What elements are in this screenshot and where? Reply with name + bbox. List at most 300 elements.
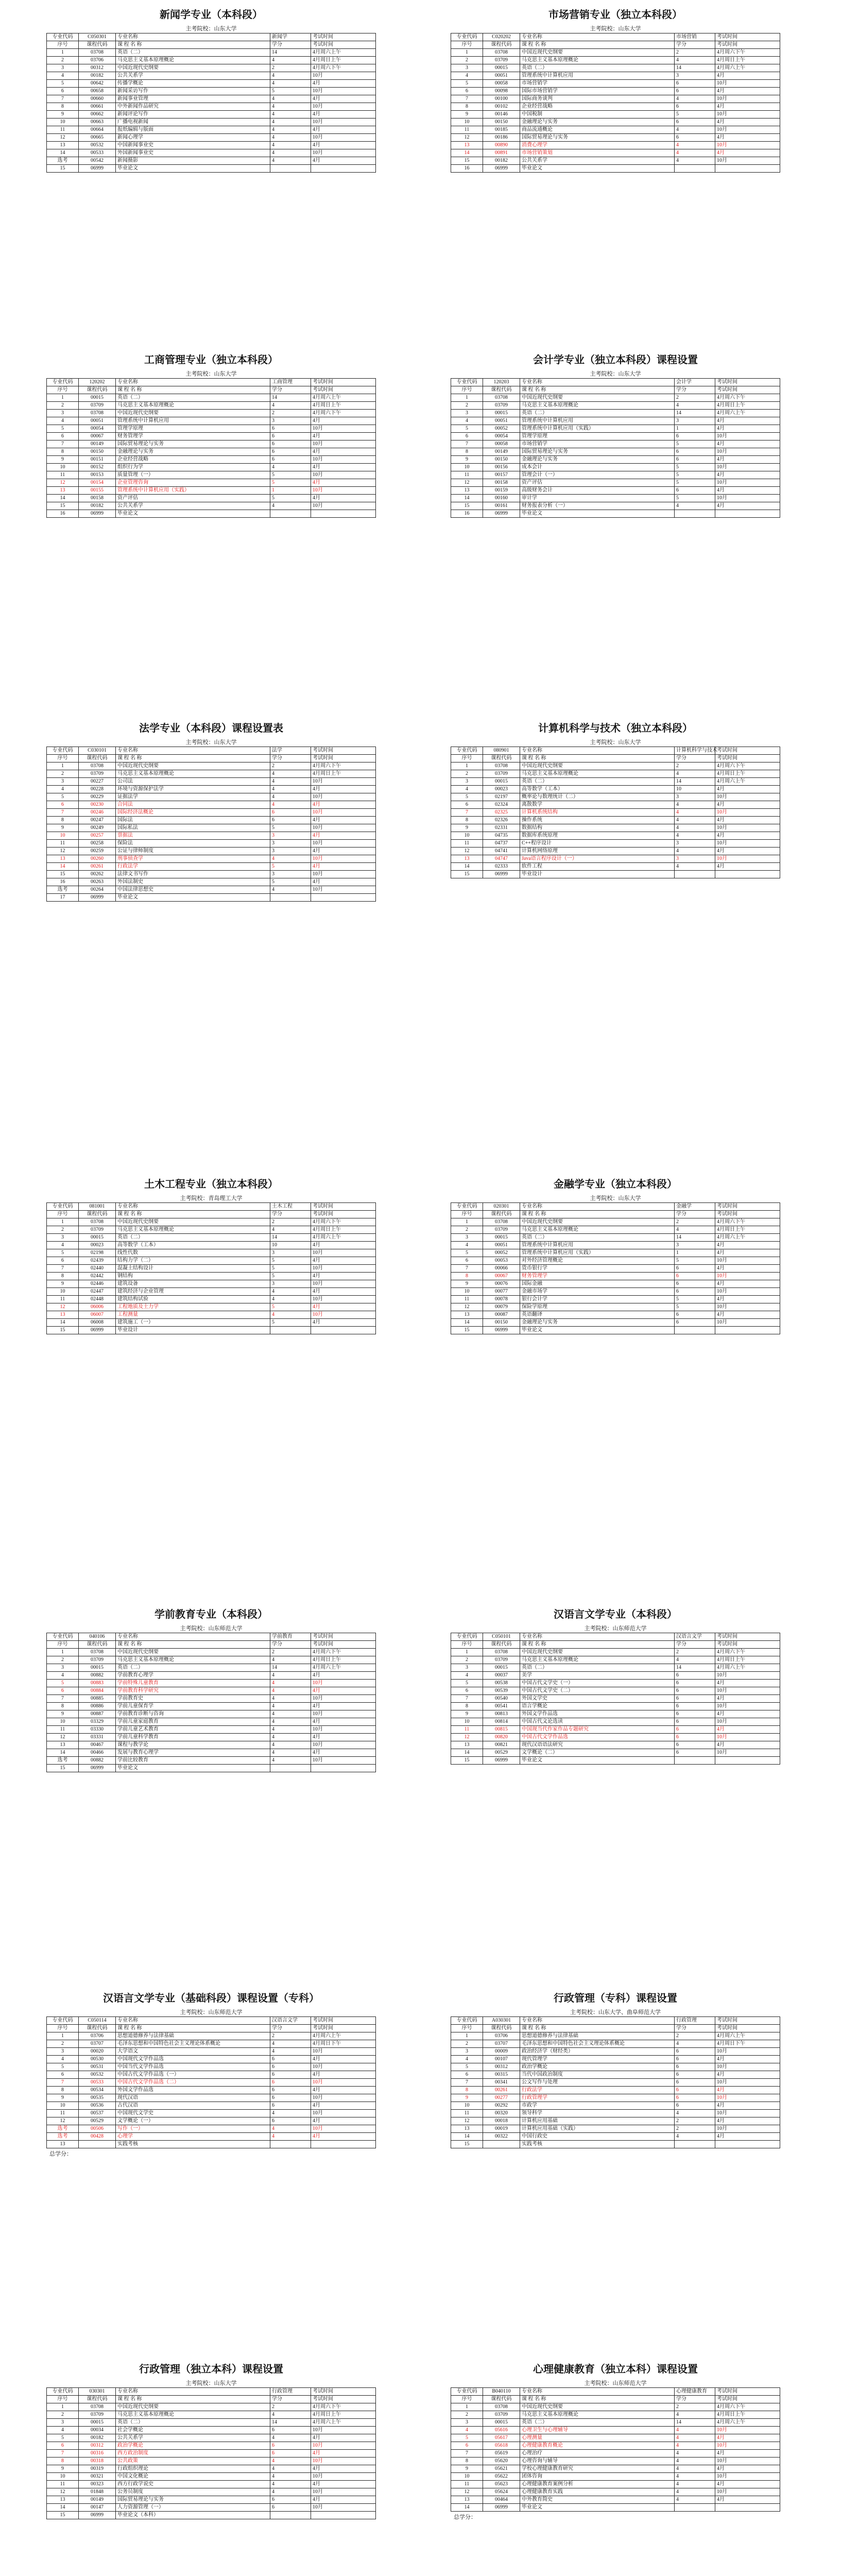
table-cell: 11 [451,1296,483,1303]
table-row [451,863,780,871]
table-row [451,2488,780,2496]
table-cell: 4 [47,2056,79,2063]
table-cell: 14 [47,2504,79,2512]
table-cell: 中国新闻事业史 [116,142,270,149]
table-cell: 学分 [675,1211,715,1218]
table-cell: 03708 [483,49,520,57]
table-cell: 02446 [79,1280,116,1288]
table-cell: 6 [675,2063,715,2071]
table-row [451,88,780,95]
table-cell: 6 [675,103,715,111]
table-cell: 00642 [79,80,116,88]
table-cell: 4 [270,2458,311,2465]
table-cell: 实践考核 [520,2141,675,2148]
table-cell: 课程代码 [483,2025,520,2032]
table-cell: 14 [451,495,483,502]
table-cell: 4月周六下午 [715,394,780,402]
table-cell: 10月 [311,1726,376,1734]
table-cell: 6 [451,1687,483,1695]
table-cell: 4月 [715,425,780,433]
table-cell: 3 [270,417,311,425]
table-cell: 05624 [483,2488,520,2496]
table-row [451,165,780,173]
table-row [451,425,780,433]
table-cell: 10月 [715,1288,780,1296]
table-cell: 6 [270,2450,311,2458]
table-cell: 10月 [715,157,780,165]
table-cell: 4月周六上午 [715,2419,780,2427]
table-row [451,1633,780,1641]
table-cell: 10月 [715,95,780,103]
table-row [451,64,780,72]
table-cell: 00023 [79,1242,116,1249]
table-cell: 03708 [79,49,116,57]
table-cell: 4月 [311,786,376,793]
table-cell: 5 [47,793,79,801]
table-cell: 外国法制史 [116,878,270,886]
table-cell: 公司法 [116,778,270,786]
table-row [451,778,780,786]
table-cell: 2 [675,2032,715,2040]
table-cell: 6 [451,433,483,440]
table-cell: 03708 [483,1649,520,1656]
table-cell: 13 [47,1741,79,1749]
table-cell: 11 [451,471,483,479]
table-cell: 管理系统中计算机应用 [116,417,270,425]
table-cell: 10月 [311,2063,376,2071]
table-cell: 4 [270,1680,311,1687]
table-row [451,2087,780,2094]
table-cell: 1 [675,425,715,433]
table-cell: 操作系统 [520,817,675,824]
table-cell: 00053 [483,1257,520,1265]
table-cell: 10月 [715,2442,780,2450]
table-cell: 6 [270,425,311,433]
table-cell: 6 [270,2079,311,2087]
table-cell: 00665 [79,134,116,142]
table-cell: 4 [47,72,79,80]
table-cell: 00015 [79,2419,116,2427]
table-cell: 05616 [483,2427,520,2434]
table-cell: 10月 [311,2427,376,2434]
table-cell: 学分 [270,755,311,762]
table-cell: 05620 [483,2458,520,2465]
table-cell: 4月 [311,80,376,88]
table-row [47,1695,376,1703]
panel [46,5,376,173]
table-row [451,2117,780,2125]
table-cell: 10月 [715,2063,780,2071]
table-cell: 00531 [79,2063,116,2071]
table-cell: 国际贸易理论与实务 [116,2496,270,2504]
table-cell: 6 [270,2117,311,2125]
table-row [47,770,376,778]
table-cell: 课程代码 [483,386,520,394]
table-cell: 06999 [79,510,116,518]
table-cell: 3 [675,417,715,425]
table-cell: 文学概论（一） [116,2117,270,2125]
table-cell: 6 [675,1710,715,1718]
table-cell: 心理卫生与心理辅导 [520,2427,675,2434]
table-cell: 4月 [715,1741,780,1749]
table-cell: 中国近现代史纲要 [520,762,675,770]
table-cell: 市场营销 [675,33,715,41]
table-row [451,1211,780,1218]
table-row [47,1741,376,1749]
table-cell: 00054 [79,425,116,433]
table-row [47,433,376,440]
table-cell: 考试时间 [311,2388,376,2396]
table-cell: 10月 [311,1249,376,1257]
table-cell: 金融理论与实务 [116,448,270,456]
panel-title: 工商管理专业（独立本科段） [144,354,278,366]
table-row [451,440,780,448]
table-cell: 00246 [79,809,116,817]
table-row [47,41,376,49]
table-cell: 2 [270,2032,311,2040]
table-cell [270,1327,311,1334]
table-cell: 4 [675,57,715,64]
table-cell: 中国近现代史纲要 [116,1218,270,1226]
table-cell: 货币银行学 [520,1265,675,1273]
table-cell: 10月 [715,2427,780,2434]
table-cell: 10 [47,118,79,126]
table-cell: 5 [675,464,715,471]
table-cell: 13 [451,1741,483,1749]
table-cell: 6 [675,2071,715,2079]
table-cell: 6 [47,1257,79,1265]
table-cell: 6 [270,2094,311,2102]
curriculum-table [451,2387,780,2512]
panel-subtitle: 主考院校：山东大学、曲阜师范大学 [570,2009,661,2015]
table-cell: 2 [675,1218,715,1226]
table-cell: 4 [675,402,715,410]
table-row [451,1311,780,1319]
table-cell: 03709 [483,770,520,778]
table-cell: 工商管理 [270,379,311,386]
table-cell: 4月 [311,863,376,871]
table-cell: 00529 [79,2117,116,2125]
curriculum-table [46,747,376,902]
table-cell: 00182 [79,72,116,80]
table-cell: 4 [270,1726,311,1734]
table-cell: 课程代码 [79,1211,116,1218]
table-cell: 企业经营战略 [116,456,270,464]
table-cell: 6 [675,456,715,464]
table-cell: 14 [270,394,311,402]
panel [451,5,780,173]
table-cell: 考试时间 [311,2396,376,2403]
table-row [47,118,376,126]
table-cell: 14 [675,2419,715,2427]
table-cell: 专业名称 [520,2017,675,2025]
table-cell: 管理系统中计算机应用 [520,417,675,425]
table-cell: 质量管理（一） [116,471,270,479]
table-cell: 9 [451,2094,483,2102]
table-cell: 00540 [483,1695,520,1703]
table-cell: 4月周日上午 [311,2411,376,2419]
table-cell: 17 [47,894,79,902]
table-cell: 10月 [715,1718,780,1726]
table-cell: 10月 [311,840,376,848]
table-cell: 00428 [79,2133,116,2141]
table-cell: 10月 [311,2094,376,2102]
table-cell: 中国近现代史纲要 [116,1649,270,1656]
table-cell: 考试时间 [715,2396,780,2403]
table-cell: 00261 [79,863,116,871]
table-cell: 考试时间 [311,2017,376,2025]
table-cell: 3 [451,2419,483,2427]
table-cell: 公共政策 [116,2458,270,2465]
table-cell: 05621 [483,2465,520,2473]
table-cell: 6 [675,1319,715,1327]
table-cell: 2 [47,2411,79,2419]
table-cell: 序号 [47,1211,79,1218]
panel-title: 心理健康教育（独立本科）课程设置 [533,2364,698,2375]
table-cell: 4月 [715,502,780,510]
table-cell: 专业名称 [520,2388,675,2396]
table-cell: 3 [270,840,311,848]
table-cell: 4 [675,126,715,134]
table-row [451,2496,780,2504]
table-cell: 课 程 名 称 [520,2396,675,2403]
table-cell: 4 [675,2488,715,2496]
table-cell: 中国近现代史纲要 [520,1218,675,1226]
table-cell: 课程代码 [483,1641,520,1649]
table-row [451,855,780,863]
table-cell: 4月周日上午 [715,402,780,410]
table-cell: 4月周六上午 [311,49,376,57]
table-cell: 序号 [451,755,483,762]
table-cell: 4月 [311,2434,376,2442]
table-cell: 4月 [311,2496,376,2504]
table-cell: 00264 [79,886,116,894]
table-cell: 学分 [270,2396,311,2403]
table-cell: 00885 [79,1695,116,1703]
table-cell: 00102 [483,103,520,111]
panel-subtitle: 主考院校：山东师范大学 [180,2009,243,2015]
table-cell: 5 [675,1257,715,1265]
table-cell: 10月 [715,1734,780,1741]
table-cell: 6 [675,433,715,440]
table-cell: 中国近现代史纲要 [520,2403,675,2411]
panel-title: 行政管理（独立本科）课程设置 [139,2364,283,2375]
table-cell: 6 [675,1265,715,1273]
table-cell: 8 [47,103,79,111]
table-cell: 5 [270,824,311,832]
table-cell: 2 [675,1649,715,1656]
table-row [451,471,780,479]
table-cell: 00054 [483,433,520,440]
table-cell: 4 [270,1656,311,1664]
table-cell: 6 [47,433,79,440]
table-cell: 4月 [311,448,376,456]
table-cell: 考试时间 [715,747,780,755]
table-row [47,495,376,502]
table-cell: 00661 [79,103,116,111]
table-cell: 14 [270,1234,311,1242]
table-cell: 6 [675,1680,715,1687]
table-cell: 14 [451,1319,483,1327]
table-cell: 4月 [311,1242,376,1249]
table-cell: 10月 [311,1680,376,1687]
table-cell: 心理治疗 [520,2450,675,2458]
table-row [451,1303,780,1311]
table-cell: 国际贸易理论与实务 [520,134,675,142]
table-cell: 土木工程 [270,1203,311,1211]
table-cell: 03708 [483,762,520,770]
table-cell: 专业名称 [116,747,270,755]
table-cell: 马克思主义基本原理概论 [520,2411,675,2419]
table-cell: 00887 [79,1710,116,1718]
table-cell: 03708 [79,2403,116,2411]
table-cell: 3 [270,1249,311,1257]
table-cell: 学前特殊儿童教育 [116,1680,270,1687]
table-cell: 120203 [483,379,520,386]
table-cell: 钢结构 [116,1273,270,1280]
table-cell: 10月 [311,871,376,878]
table-row [47,1211,376,1218]
table-cell: 序号 [451,1641,483,1649]
table-cell: 毕业论文（本科） [116,2512,270,2519]
table-cell: 6 [675,1749,715,1757]
table-cell: 课 程 名 称 [520,41,675,49]
table-cell: 1 [47,1218,79,1226]
table-cell: 12 [47,1303,79,1311]
table-cell: 传播学概论 [116,80,270,88]
table-cell: 公共关系学 [520,157,675,165]
table-row [47,1649,376,1656]
table-cell: 中国古代文学作品选 [520,1734,675,1741]
table-row [47,64,376,72]
table-row [451,1641,780,1649]
table-cell: 8 [451,2087,483,2094]
table-cell: 5 [270,1265,311,1273]
table-cell: 4月周日上午 [311,57,376,64]
table-cell: 2 [675,2117,715,2125]
table-cell: 5 [47,2063,79,2071]
table-cell: 8 [47,2087,79,2094]
table-cell: 9 [47,824,79,832]
panel [46,1989,376,2159]
table-cell: 3 [451,778,483,786]
table-cell: 00067 [79,433,116,440]
table-cell: 4月 [311,2071,376,2079]
table-cell: 00815 [483,1726,520,1734]
table-row [47,1319,376,1327]
table-cell: 00015 [79,1234,116,1242]
table-cell: 4 [270,502,311,510]
table-cell: 4月周日上午 [311,770,376,778]
table-cell: 财务管理学 [520,1273,675,1280]
table-cell: 5 [47,425,79,433]
table-cell: 10月 [311,440,376,448]
table-cell: 10月 [715,142,780,149]
table-cell: 9 [451,111,483,118]
table-cell: 00158 [483,479,520,487]
table-cell: 10月 [311,2473,376,2481]
table-cell: 06999 [483,1757,520,1765]
table-cell: 10月 [715,2473,780,2481]
table-cell: 6 [270,2087,311,2094]
table-row [47,49,376,57]
table-cell: 5 [270,863,311,871]
table-cell: 4月周日上午 [715,2411,780,2419]
table-row [47,2110,376,2117]
table-cell: 01848 [79,2488,116,2496]
table-cell: 英语翻译 [520,1311,675,1319]
table-cell: 00886 [79,1703,116,1710]
table-cell: 4月 [715,1680,780,1687]
table-cell: 9 [47,456,79,464]
table-cell: 中国近现代史纲要 [116,2403,270,2411]
panel-title: 汉语言文学专业（本科段） [554,1609,677,1620]
table-cell: 专业代码 [47,1633,79,1641]
table-row [451,2071,780,2079]
table-cell: 1 [675,1249,715,1257]
table-cell: 选考 [47,1757,79,1765]
table-row [451,1265,780,1273]
table-cell: 4月 [311,1718,376,1726]
table-cell: 00159 [483,487,520,495]
table-cell: 心理健康教育概论 [520,2442,675,2450]
table-cell: 4月周日上午 [311,1656,376,1664]
table-cell: 11 [47,2110,79,2117]
table-cell: C050114 [79,2017,116,2025]
table-cell: 4 [451,2427,483,2434]
table-cell: 高级财务会计 [520,487,675,495]
table-cell: 00051 [483,417,520,425]
panel [46,2360,376,2519]
table-cell: 4 [675,2427,715,2434]
table-cell: 00079 [483,1303,520,1311]
table-cell: 5 [675,495,715,502]
table-cell: 学分 [270,41,311,49]
table-row [47,1765,376,1772]
table-cell: 专业名称 [520,1633,675,1641]
table-cell: 4 [47,417,79,425]
table-cell: 课 程 名 称 [116,2025,270,2032]
table-cell: 03331 [79,1734,116,1741]
table-cell [270,165,311,173]
table-row [451,2442,780,2450]
table-cell: 2 [675,394,715,402]
table-cell: 03709 [79,1226,116,1234]
table-cell [270,2512,311,2519]
table-cell: 5 [451,1680,483,1687]
table-cell: 8 [451,817,483,824]
table-cell: 专业代码 [47,2017,79,2025]
table-cell: 4 [270,1288,311,1296]
table-cell: 4 [675,2040,715,2048]
table-cell: 10月 [311,2504,376,2512]
table-cell: 专业代码 [451,747,483,755]
table-cell: 00533 [79,2079,116,2087]
table-row [47,394,376,402]
table-cell: 10 [451,2473,483,2481]
table-cell: 10月 [311,855,376,863]
table-cell: 毕业论文 [520,165,675,173]
table-cell: 10月 [311,88,376,95]
table-row [451,157,780,165]
table-row [47,2032,376,2040]
table-cell: 8 [47,1703,79,1710]
table-cell: 10月 [715,1749,780,1757]
table-cell: 刑事侦查学 [116,855,270,863]
table-row [451,2450,780,2458]
panel-subtitle: 主考院校：山东师范大学 [584,2380,647,2386]
table-cell: 00051 [483,72,520,80]
